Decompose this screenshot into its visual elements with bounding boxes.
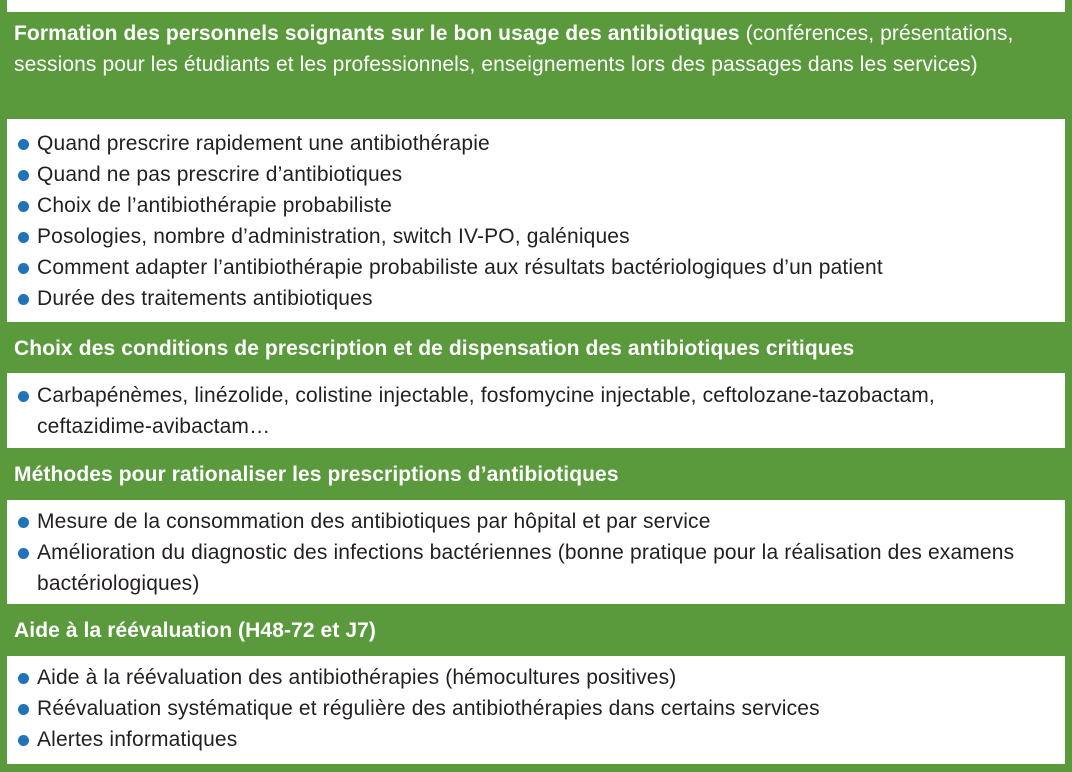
section-header-choix [14,333,854,364]
section-header-aide [14,615,376,646]
list-item: Alertes informatiques [17,724,1059,755]
list-item: Carbapénèmes, linézolide, colistine injectable, fosfomycine injectable, ceftolozane-tazobactam, ceftazidime-avibactam… [17,380,967,442]
list-item: Quand prescrire rapidement une antibiothérapie [17,128,1059,159]
bullet-icon [18,391,29,402]
bullet-icon [18,170,29,181]
list-item: Aide à la réévaluation des antibiothérapies (hémocultures positives) [17,662,1059,693]
section-header-formation [14,18,1014,80]
bullet-icon [18,548,29,559]
section-header-methodes [14,459,619,490]
section-header-bold: Formation des personnels soignants sur le bon usage des antibiotiques [14,22,740,45]
bullet-icon [18,232,29,243]
bullet-icon [18,735,29,746]
section-box-formation [7,119,1065,322]
bullet-icon [18,517,29,528]
bullet-icon [18,704,29,715]
list-item: Comment adapter l’antibiothérapie probabiliste aux résultats bactériologiques d’un patient [17,252,1059,283]
bullet-icon [18,673,29,684]
list-item: Choix de l’antibiothérapie probabiliste [17,190,1059,221]
previous-row-cutoff [7,0,1065,12]
list-item: Posologies, nombre d’administration, switch IV-PO, galéniques [17,221,1059,252]
list-item: Durée des traitements antibiotiques [17,283,1059,314]
section-box-choix [7,373,1065,448]
bullet-icon [18,294,29,305]
section-header-bold: Choix des conditions de prescription et de dispensation des antibiotiques critiques [14,337,855,360]
section-header-bold: Aide à la réévaluation (H48-72 et J7) [14,619,377,642]
list-item: Amélioration du diagnostic des infections bactériennes (bonne pratique pour la réalisation des examens bactériologiques) [17,537,1059,599]
list-item: Réévaluation systématique et régulière des antibiothérapies dans certains services [17,693,1059,724]
section-header-bold: Méthodes pour rationaliser les prescriptions d’antibiotiques [14,463,619,486]
list-item: Quand ne pas prescrire d’antibiotiques [17,159,1059,190]
section-header-rest: (conférences, présentations, sessions pour les étudiants et les professionnels, enseignements lors des passages dans les services) [14,22,1014,76]
section-box-aide [7,656,1065,764]
bullet-icon [18,201,29,212]
bullet-icon [18,139,29,150]
list-item: Mesure de la consommation des antibiotiques par hôpital et par service [17,506,1059,537]
section-box-methodes [7,500,1065,604]
bullet-icon [18,263,29,274]
